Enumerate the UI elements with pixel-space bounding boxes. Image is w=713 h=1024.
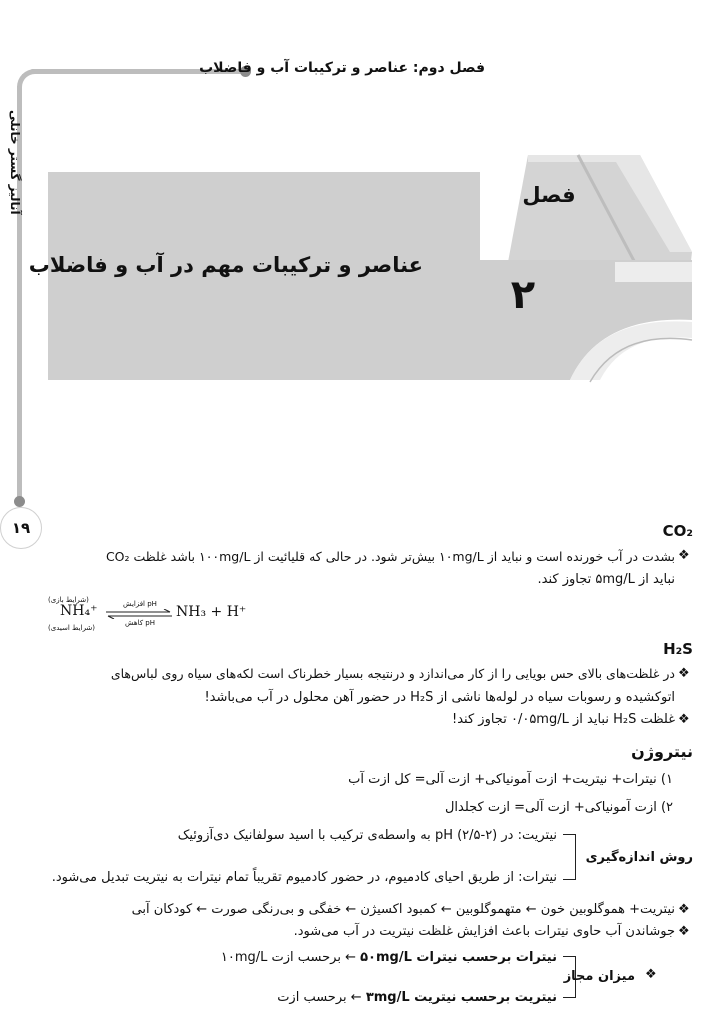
co2-heading: CO₂: [662, 522, 693, 540]
limit-nitrate-rest: ← برحسب ازت ۱۰mg/L: [220, 950, 356, 965]
measure-nitrate: نیترات: از طریق احیای کادمیوم، در حضور کادمیوم تقریباً تمام نیترات به نیتریت تبدیل می‌شود.: [51, 870, 557, 885]
nitrogen-item1: ۱) نیترات+ نیتریت+ ازت آمونیاکی+ ازت آلی= کل ازت آب: [348, 772, 673, 787]
limit-nitrite-rest: ← برحسب ازت: [277, 990, 362, 1005]
h2s-bullet1-line2: اتوکشیده و رسوبات سیاه در لوله‌ها ناشی از H₂S در حضور آهن محلول در آب می‌باشد!: [204, 690, 675, 705]
page-number: ۱۹: [0, 507, 42, 549]
banner-title: عناصر و ترکیبات مهم در آب و فاضلاب: [28, 253, 423, 277]
nitrogen-heading: نیتروژن: [631, 742, 693, 761]
h2s-heading: H₂S: [663, 640, 693, 658]
measure-label: روش اندازه‌گیری: [585, 850, 693, 865]
banner-stripe: [615, 262, 692, 282]
eq-right: NH₃ + H⁺: [176, 604, 247, 620]
chapter-header: فصل دوم: عناصر و ترکیبات آب و فاضلاب: [199, 60, 485, 76]
eq-arrow-top-label: pH افزایش: [123, 600, 157, 608]
boiling-note: جوشاندن آب حاوی نیترات باعث افزایش غلظت نیتریت در آب می‌شود.: [293, 924, 675, 939]
bullet-icon: ❖: [678, 902, 690, 917]
book-title: آنالیز گستر خانلی: [8, 110, 22, 215]
eq-cond-acidic: (شرایط اسیدی): [48, 624, 96, 632]
measure-brace: [563, 834, 576, 880]
measure-nitrite: نیتریت: در pH (۲/۵-۲) به واسطه‌ی ترکیب با اسید سولفانیک دی‌آزوئیک: [177, 828, 557, 843]
h2s-bullet2: غلظت H₂S نباید از ۰/۰۵mg/L تجاوز کند!: [452, 712, 675, 727]
co2-text-line1: بشدت در آب خورنده است و نباید از ۱۰mg/L بیش‌تر شود. در حالی که قلیائیت از ۱۰۰mg/L باشد غلظت CO₂: [105, 549, 675, 564]
bullet-icon: ❖: [678, 666, 690, 681]
nitrogen-item2: ۲) ازت آمونیاکی+ ازت آلی= ازت کجلدال: [444, 800, 673, 815]
banner-join: [443, 172, 480, 380]
frame-rule-dot: [14, 496, 25, 507]
limit-label: میزان مجاز: [563, 969, 635, 984]
limit-nitrite: [277, 988, 557, 1007]
limit-nitrite-bold: نیتریت برحسب نیتریت ۳mg/L: [365, 990, 557, 1005]
banner-chapter-number: ۲: [510, 272, 536, 318]
bullet-icon: ❖: [678, 548, 690, 563]
h2s-bullet1-line1: در غلظت‌های بالای حس بویایی را از کار می‌اندازد و درنتیجه بسیار خطرناک است لکه‌های سیاه روی لباس‌های: [110, 666, 675, 681]
co2-text-line2: نباید از ۵mg/L تجاوز کند.: [537, 572, 675, 587]
bullet-icon: ❖: [678, 924, 690, 939]
eq-double-arrow: [104, 609, 174, 619]
eq-arrow-bottom-label: pH کاهش: [124, 619, 156, 627]
bullet-icon: ❖: [678, 712, 690, 727]
eq-left: NH₄⁺: [60, 603, 98, 619]
bullet-icon: ❖: [645, 967, 657, 982]
eq-cond-basic: (شرایط بازی): [48, 596, 89, 604]
nitrite-chain: نیتریت+ هموگلوبین خون ← متهموگلوبین ← کمبود اکسیژن ← خفگی و بی‌رنگی صورت ← کودکان آبی: [131, 902, 675, 917]
frame-corner-rule: [17, 69, 44, 96]
banner-chapter-word: فصل: [522, 183, 576, 207]
limit-nitrate-bold: نیترات برحسب نیترات ۵۰mg/L: [360, 950, 557, 965]
limit-nitrate: [221, 948, 557, 967]
